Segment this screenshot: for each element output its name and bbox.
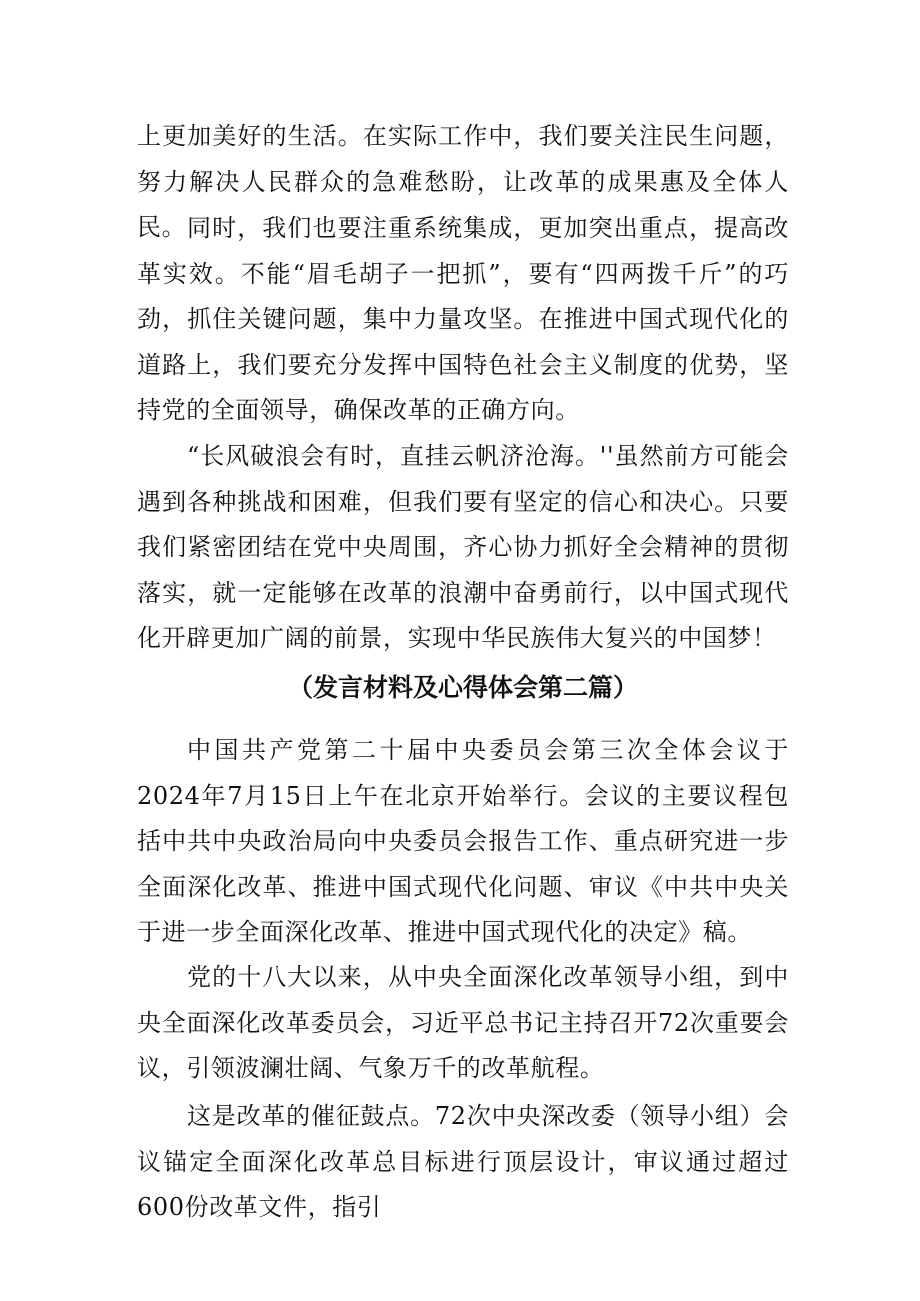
paragraph-reform-drumbeat: 这是改革的催征鼓点。72次中央深改委（领导小组）会议锚定全面深化改革总目标进行顶层设计，审议通过超过600份改革文件，指引 (137, 1102, 789, 1221)
paragraph-long-wind-quote: “长风破浪会有时，直挂云帆济沧海。''虽然前方可能会遇到各种挑战和困难，但我们要有坚定的信心和决心。只要我们紧密团结在党中央周围，齐心协力抓好全会精神的贯彻落实，就一定能够在改革的浪潮中奋勇前行，以中国式现代化开辟更加广阔的前景，实现中华民族伟大复兴的中国梦！ (137, 442, 789, 652)
paragraph-system-integration: 同时，我们也要注重系统集成，更加突出重点，提高改革实效。不能“眉毛胡子一把抓”，要有“四两拨千斤”的巧劲，抓住关键问题，集中力量攻坚。在推进中国式现代化的道路上，我们要充分发挥中国特色社会主义制度的优势，坚持党的全面领导，确保改革的正确方向。 (137, 214, 789, 424)
paragraph-plenary-session: 中国共产党第二十届中央委员会第三次全体会议于2024年7月15日上午在北京开始举行。会议的主要议程包括中共中央政治局向中央委员会报告工作、重点研究进一步全面深化改革、推进中国式现代化问题、审议《中共中央关于进一步全面深化改革、推进中国式现代化的决定》稿。 (137, 736, 789, 946)
paragraph-continuation: 上更加美好的生活。在实际工作中，我们要关注民生问题，努力解决人民群众的急难愁盼，让改革的成果惠及全体人民。 (137, 122, 789, 241)
section-heading: （发言材料及心得体会第二篇） (287, 673, 638, 702)
paragraph-eighteenth-congress: 党的十八大以来，从中央全面深化改革领导小组，到中央全面深化改革委员会，习近平总书记主持召开72次重要会议，引领波澜壮阔、气象万千的改革航程。 (137, 963, 789, 1082)
